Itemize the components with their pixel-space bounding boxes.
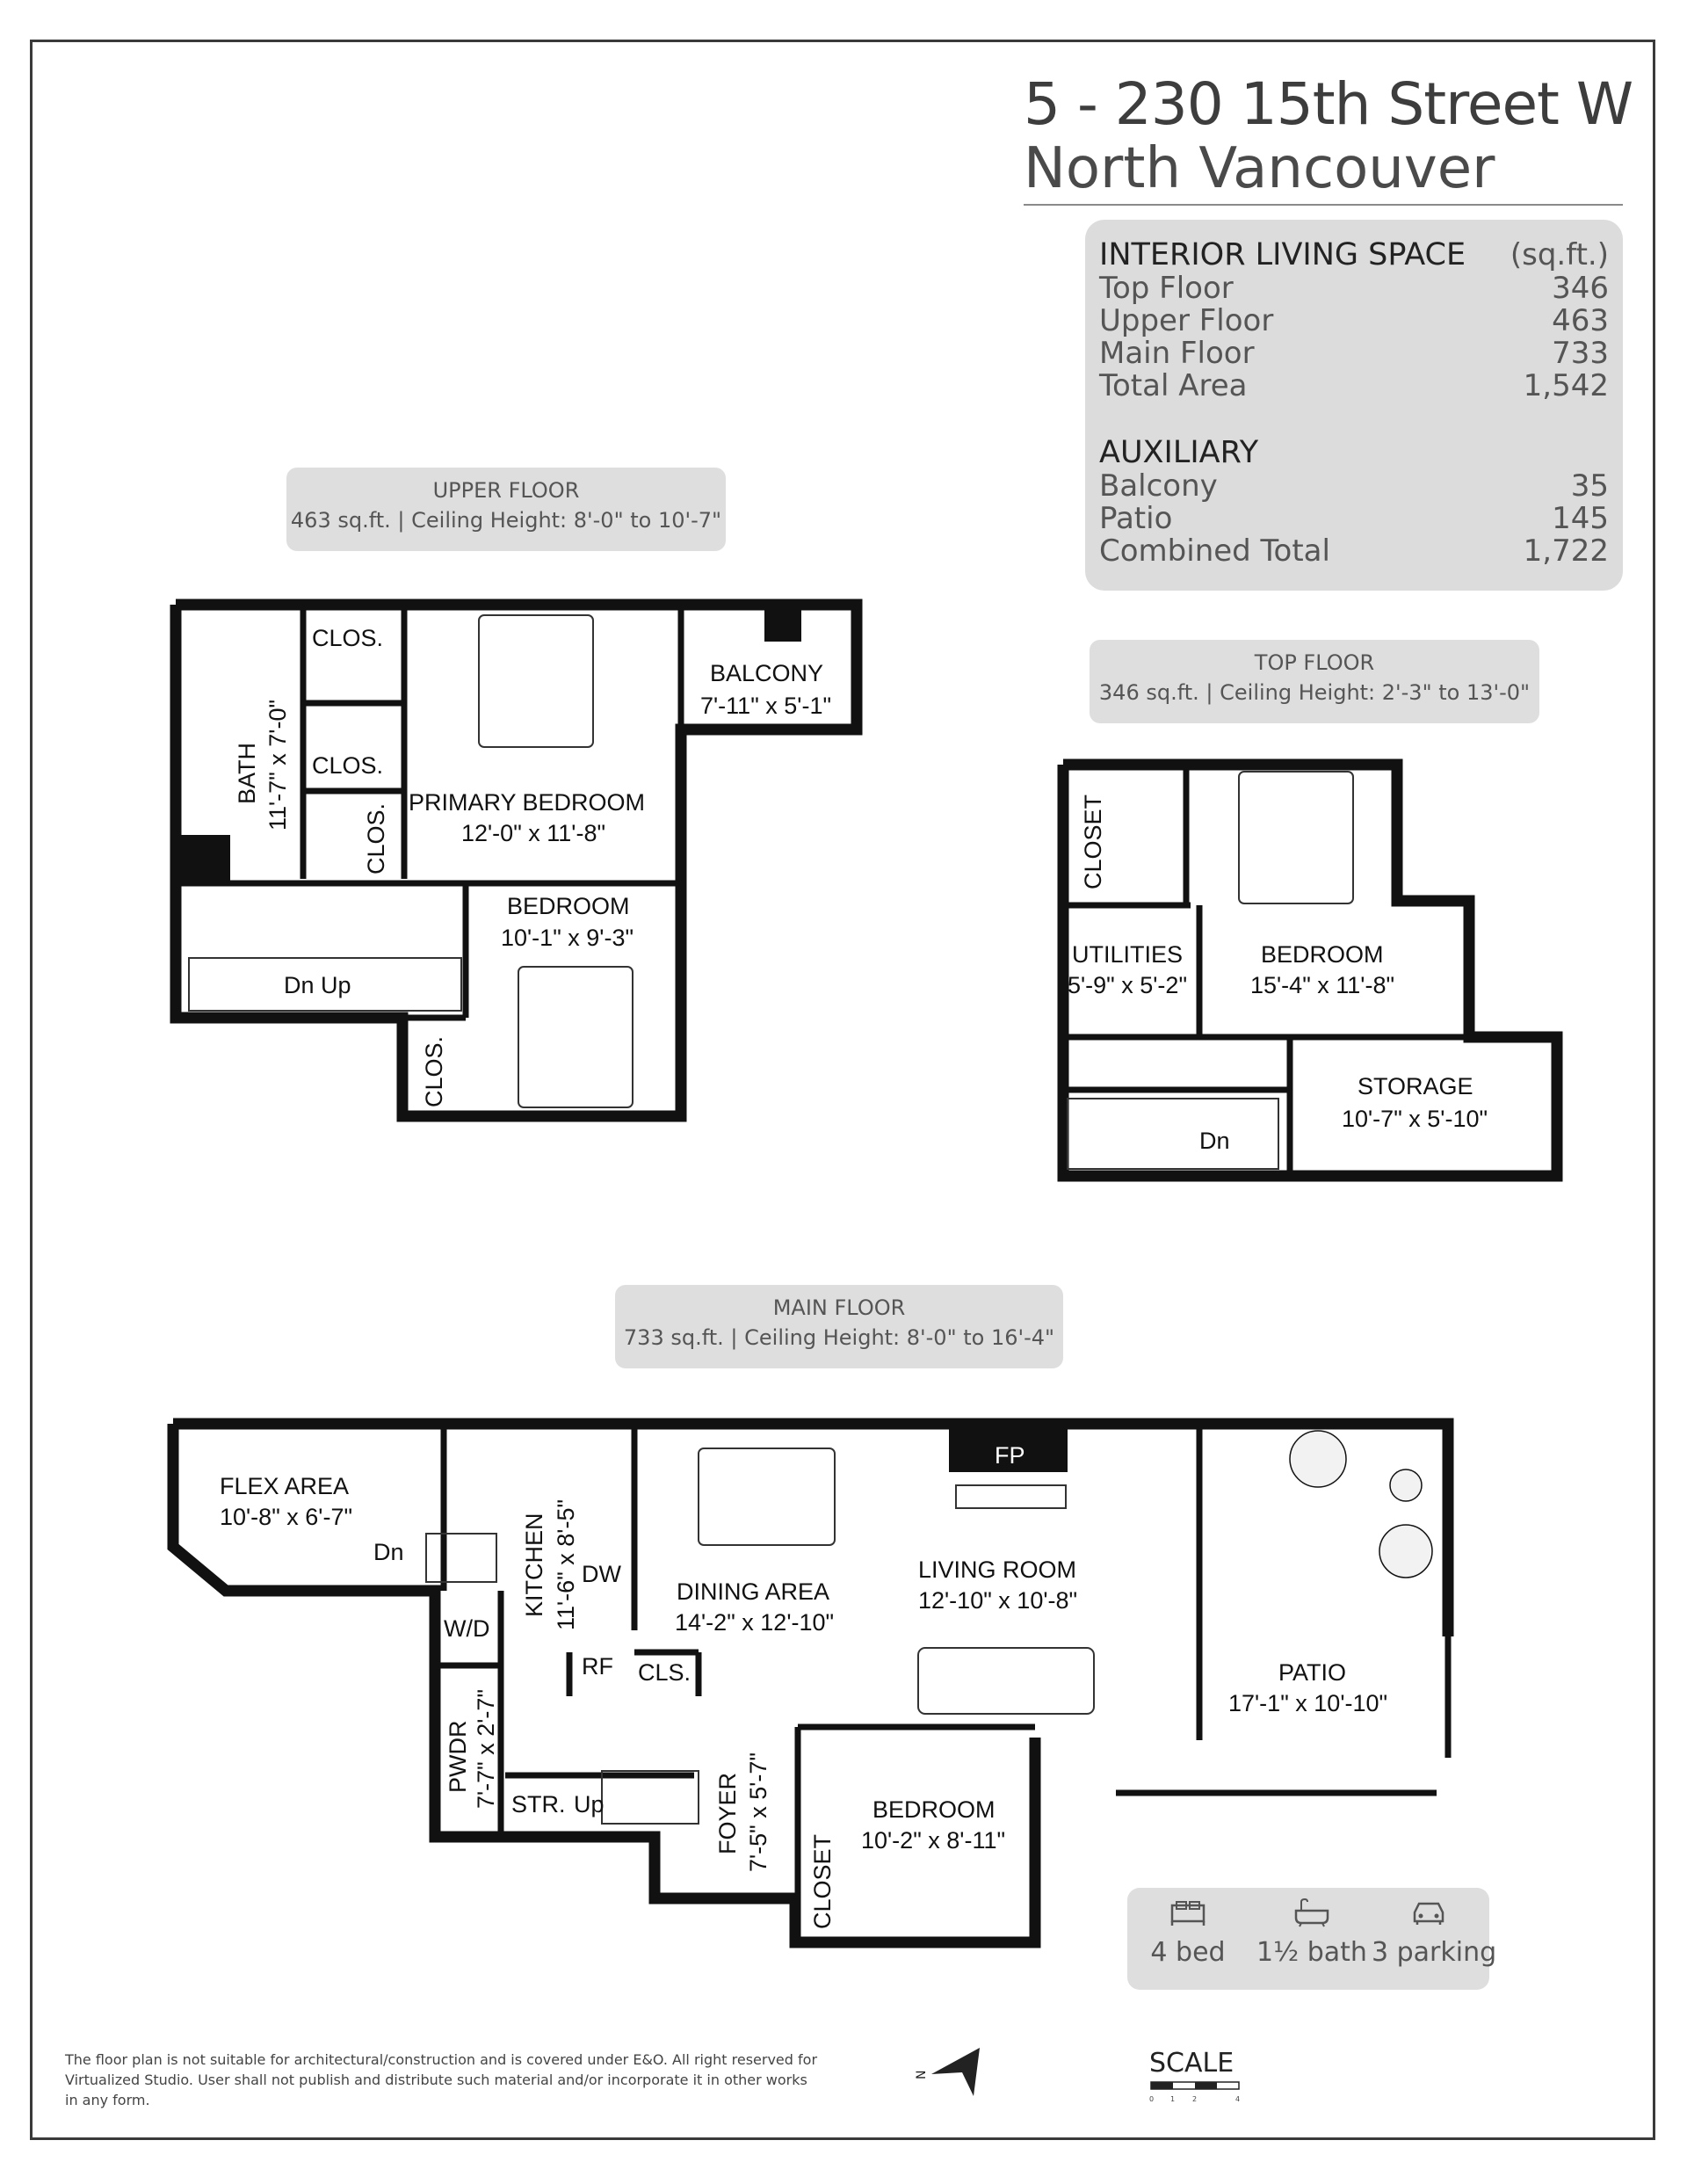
- floor-info: 463 sq.ft. | Ceiling Height: 8'-0" to 10'-7": [290, 508, 722, 533]
- bath-text: 1½ bath: [1256, 1937, 1367, 1968]
- bed-text: 4 bed: [1150, 1937, 1226, 1968]
- bedroom-dim: 10'-1" x 9'-3": [501, 925, 634, 951]
- floor-info: 733 sq.ft. | Ceiling Height: 8'-0" to 16'-4": [623, 1325, 1055, 1350]
- floor-name: MAIN FLOOR: [772, 1295, 906, 1320]
- car-icon: [1409, 1897, 1448, 1928]
- living-room-name: LIVING ROOM: [918, 1556, 1077, 1583]
- primary-bed-icon: [479, 615, 593, 747]
- closet-label: CLOS.: [363, 802, 389, 874]
- powder-room-dim: 7'-7" x 2'-7": [473, 1688, 499, 1809]
- utilities-name: UTILITIES: [1072, 941, 1184, 968]
- scale-title: SCALE: [1149, 2048, 1234, 2079]
- compass-letter: N: [915, 2070, 929, 2079]
- bed-icon: [1169, 1897, 1207, 1928]
- fireplace-label: FP: [995, 1442, 1025, 1469]
- closet-label: CLOS.: [312, 625, 384, 651]
- row-value: 463: [1552, 303, 1609, 338]
- powder-room-name: PWDR: [445, 1720, 471, 1793]
- upper-column: [764, 605, 801, 642]
- row-label: Upper Floor: [1099, 303, 1274, 338]
- bedroom-dim: 15'-4" x 11'-8": [1250, 972, 1395, 998]
- closet-label: CLOS.: [421, 1035, 447, 1107]
- row-label: Patio: [1099, 501, 1173, 536]
- closet-label: CLOS.: [312, 752, 384, 779]
- foyer-dim: 7'-5" x 5'-7": [745, 1752, 771, 1872]
- foyer-name: FOYER: [714, 1772, 741, 1854]
- upper-tub-block: [176, 835, 230, 881]
- kitchen-name: KITCHEN: [521, 1513, 547, 1617]
- bed-count: [1140, 1897, 1236, 1968]
- floor-name: UPPER FLOOR: [432, 478, 580, 503]
- up-label: Up: [574, 1791, 605, 1818]
- balcony-name: BALCONY: [710, 660, 824, 686]
- balcony-dim: 7'-11" x 5'-1": [700, 693, 832, 719]
- fridge-label: RF: [582, 1653, 613, 1680]
- dishwasher-label: DW: [582, 1561, 621, 1587]
- primary-bedroom-name: PRIMARY BEDROOM: [409, 789, 646, 816]
- closet-label: CLOSET: [1080, 794, 1106, 889]
- row-value: 733: [1552, 336, 1609, 371]
- row-label: Combined Total: [1099, 533, 1330, 569]
- up-label: Up: [321, 972, 351, 998]
- down-label: Dn: [373, 1539, 404, 1565]
- down-label: Dn: [284, 972, 315, 998]
- sofa-icon: [918, 1648, 1094, 1714]
- bath-count: [1255, 1897, 1369, 1968]
- top-bed-icon: [1239, 772, 1353, 903]
- dining-table-icon: [699, 1448, 835, 1545]
- auxiliary-heading: AUXILIARY: [1099, 435, 1259, 470]
- scale-tick: 0: [1149, 2095, 1155, 2103]
- flex-area-name: FLEX AREA: [220, 1473, 350, 1499]
- disclaimer-text: The floor plan is not suitable for architectural/construction and is covered under E&O. All right reserved for Virtualized Studio. User shall not publish and distribute such material and/or incorporate it in other works in any form.: [65, 2051, 818, 2108]
- flex-stairs: [426, 1534, 496, 1582]
- row-label: Balcony: [1099, 468, 1218, 504]
- bedroom-name: BEDROOM: [1261, 941, 1384, 968]
- closet-label: CLS.: [638, 1659, 691, 1686]
- utilities-dim: 5'-9" x 5'-2": [1068, 972, 1188, 998]
- city-subtitle: North Vancouver: [1024, 136, 1495, 201]
- down-label: Dn: [1199, 1128, 1230, 1154]
- dining-area-name: DINING AREA: [677, 1578, 830, 1605]
- closet-label: CLOSET: [809, 1833, 836, 1929]
- scale-bar: [1149, 2048, 1246, 2113]
- patio-plant: [1390, 1469, 1422, 1501]
- kitchen-dim: 11'-6" x 8'-5": [553, 1498, 579, 1630]
- address-title: 5 - 230 15th Street W: [1024, 70, 1633, 138]
- features-panel: [1127, 1888, 1497, 1990]
- washer-dryer-label: W/D: [444, 1615, 490, 1642]
- storage-label: STR.: [511, 1791, 566, 1818]
- top-stairs: [1068, 1099, 1278, 1169]
- bedroom-name: BEDROOM: [872, 1796, 996, 1823]
- patio-plant: [1290, 1431, 1346, 1487]
- row-value: 346: [1552, 271, 1609, 306]
- bedroom-dim: 10'-2" x 8'-11": [861, 1827, 1006, 1854]
- flex-area-dim: 10'-8" x 6'-7": [220, 1504, 353, 1530]
- patio-name: PATIO: [1278, 1659, 1347, 1686]
- bedroom-name: BEDROOM: [507, 893, 630, 919]
- patio-dim: 17'-1" x 10'-10": [1228, 1690, 1388, 1716]
- row-label: Top Floor: [1099, 271, 1234, 306]
- row-value: 145: [1552, 501, 1609, 536]
- floor-info: 346 sq.ft. | Ceiling Height: 2'-3" to 13'-0": [1098, 680, 1531, 705]
- unit-label: (sq.ft.): [1510, 237, 1609, 272]
- patio-plant: [1379, 1525, 1432, 1578]
- row-label: Main Floor: [1099, 336, 1255, 371]
- living-room-dim: 12'-10" x 10'-8": [918, 1587, 1078, 1614]
- scale-tick: 1: [1170, 2095, 1176, 2103]
- parking-text: 3 parking: [1372, 1937, 1497, 1968]
- compass: [914, 2039, 993, 2114]
- fireplace-hearth: [956, 1485, 1066, 1508]
- row-label: Total Area: [1099, 368, 1248, 403]
- primary-bedroom-dim: 12'-0" x 11'-8": [461, 820, 606, 846]
- main-stairs: [602, 1771, 699, 1824]
- storage-dim: 10'-7" x 5'-10": [1342, 1106, 1488, 1132]
- row-value: 1,722: [1523, 533, 1609, 569]
- parking-count: [1372, 1897, 1497, 1968]
- row-value: 35: [1570, 468, 1609, 504]
- bath-name: BATH: [234, 742, 260, 804]
- bath-dim: 11'-7" x 7'-0": [264, 699, 291, 831]
- dining-area-dim: 14'-2" x 12'-10": [675, 1609, 835, 1636]
- scale-tick: 2: [1192, 2095, 1198, 2103]
- upper-bed-icon: [518, 967, 633, 1107]
- interior-heading: INTERIOR LIVING SPACE: [1099, 237, 1466, 272]
- row-value: 1,542: [1523, 368, 1609, 403]
- bathtub-icon: [1292, 1897, 1331, 1928]
- north-arrow-icon: [914, 2039, 993, 2109]
- scale-graphic: [1149, 2079, 1246, 2108]
- storage-name: STORAGE: [1358, 1073, 1473, 1099]
- floor-name: TOP FLOOR: [1254, 650, 1375, 675]
- scale-tick: 4: [1235, 2095, 1241, 2103]
